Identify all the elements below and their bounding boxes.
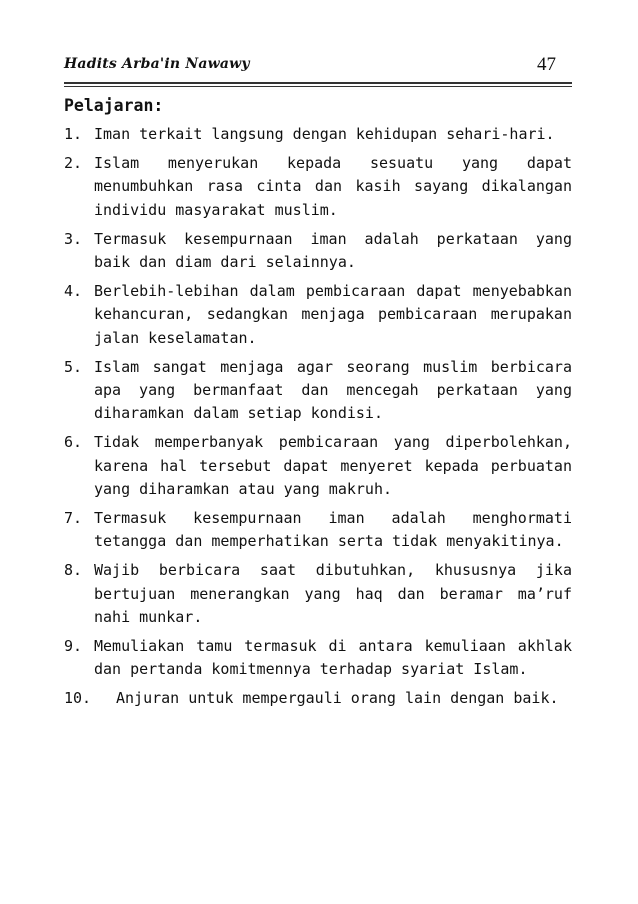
list-item: [64, 687, 572, 710]
lessons-list: [64, 123, 572, 711]
list-item-number: 8.: [64, 561, 83, 580]
list-item-number: 1.: [64, 125, 83, 143]
list-item-number: 2.: [64, 154, 83, 173]
header-rule-thin: [64, 86, 572, 87]
list-item-number: 6.: [64, 433, 83, 452]
list-item: [64, 356, 572, 426]
list-item: [64, 635, 572, 681]
list-item: [64, 431, 572, 501]
list-item-text: Islam menyerukan kepada sesuatu yang dapat menumbuhkan rasa cinta dan kasih sayang dikalangan individu masyarakat muslim.: [94, 154, 572, 219]
page-header: [64, 54, 572, 78]
list-item: [64, 123, 572, 146]
running-title: Hadits Arba'in Nawawy: [64, 56, 250, 72]
list-item-number: 3.: [64, 229, 83, 248]
list-item: [64, 559, 572, 629]
list-item: [64, 507, 572, 553]
list-item-text: Iman terkait langsung dengan kehidupan sehari-hari.: [94, 125, 555, 143]
list-item-number: 9.: [64, 637, 83, 656]
list-item-number: 4.: [64, 282, 83, 301]
header-rule-thick: [64, 82, 572, 84]
page-number: 47: [537, 54, 556, 75]
list-item-text: Anjuran untuk mempergauli orang lain dengan baik.: [116, 689, 559, 708]
list-item-text: Termasuk kesempurnaan iman adalah menghormati tetangga dan memperhatikan serta tidak menyakitinya.: [94, 509, 572, 551]
list-item-text: Memuliakan tamu termasuk di antara kemuliaan akhlak dan pertanda komitmennya terhadap syariat Islam.: [94, 637, 572, 679]
list-item-text: Berlebih-lebihan dalam pembicaraan dapat menyebabkan kehancuran, sedangkan menjaga pembicaraan merupakan jalan keselamatan.: [94, 282, 572, 347]
list-item: [64, 280, 572, 350]
list-item-number: 10.: [64, 689, 92, 708]
list-item-text: Tidak memperbanyak pembicaraan yang diperbolehkan, karena hal tersebut dapat menyeret kepada perbuatan yang diharamkan atau yang makruh.: [94, 433, 572, 498]
page-body: [64, 92, 572, 717]
list-item-number: 7.: [64, 509, 83, 528]
list-item-text: Termasuk kesempurnaan iman adalah perkataan yang baik dan diam dari selainnya.: [94, 229, 572, 272]
list-item-text: Islam sangat menjaga agar seorang muslim berbicara apa yang bermanfaat dan mencegah perkataan yang diharamkan dalam setiap kondisi.: [94, 357, 572, 423]
list-item: [64, 152, 572, 222]
list-item-number: 5.: [64, 357, 83, 376]
list-item-text: Wajib berbicara saat dibutuhkan, khususnya jika bertujuan menerangkan yang haq dan beramar ma’ruf nahi munkar.: [94, 561, 572, 626]
list-item: [64, 228, 572, 274]
section-title: Pelajaran:: [64, 96, 164, 115]
